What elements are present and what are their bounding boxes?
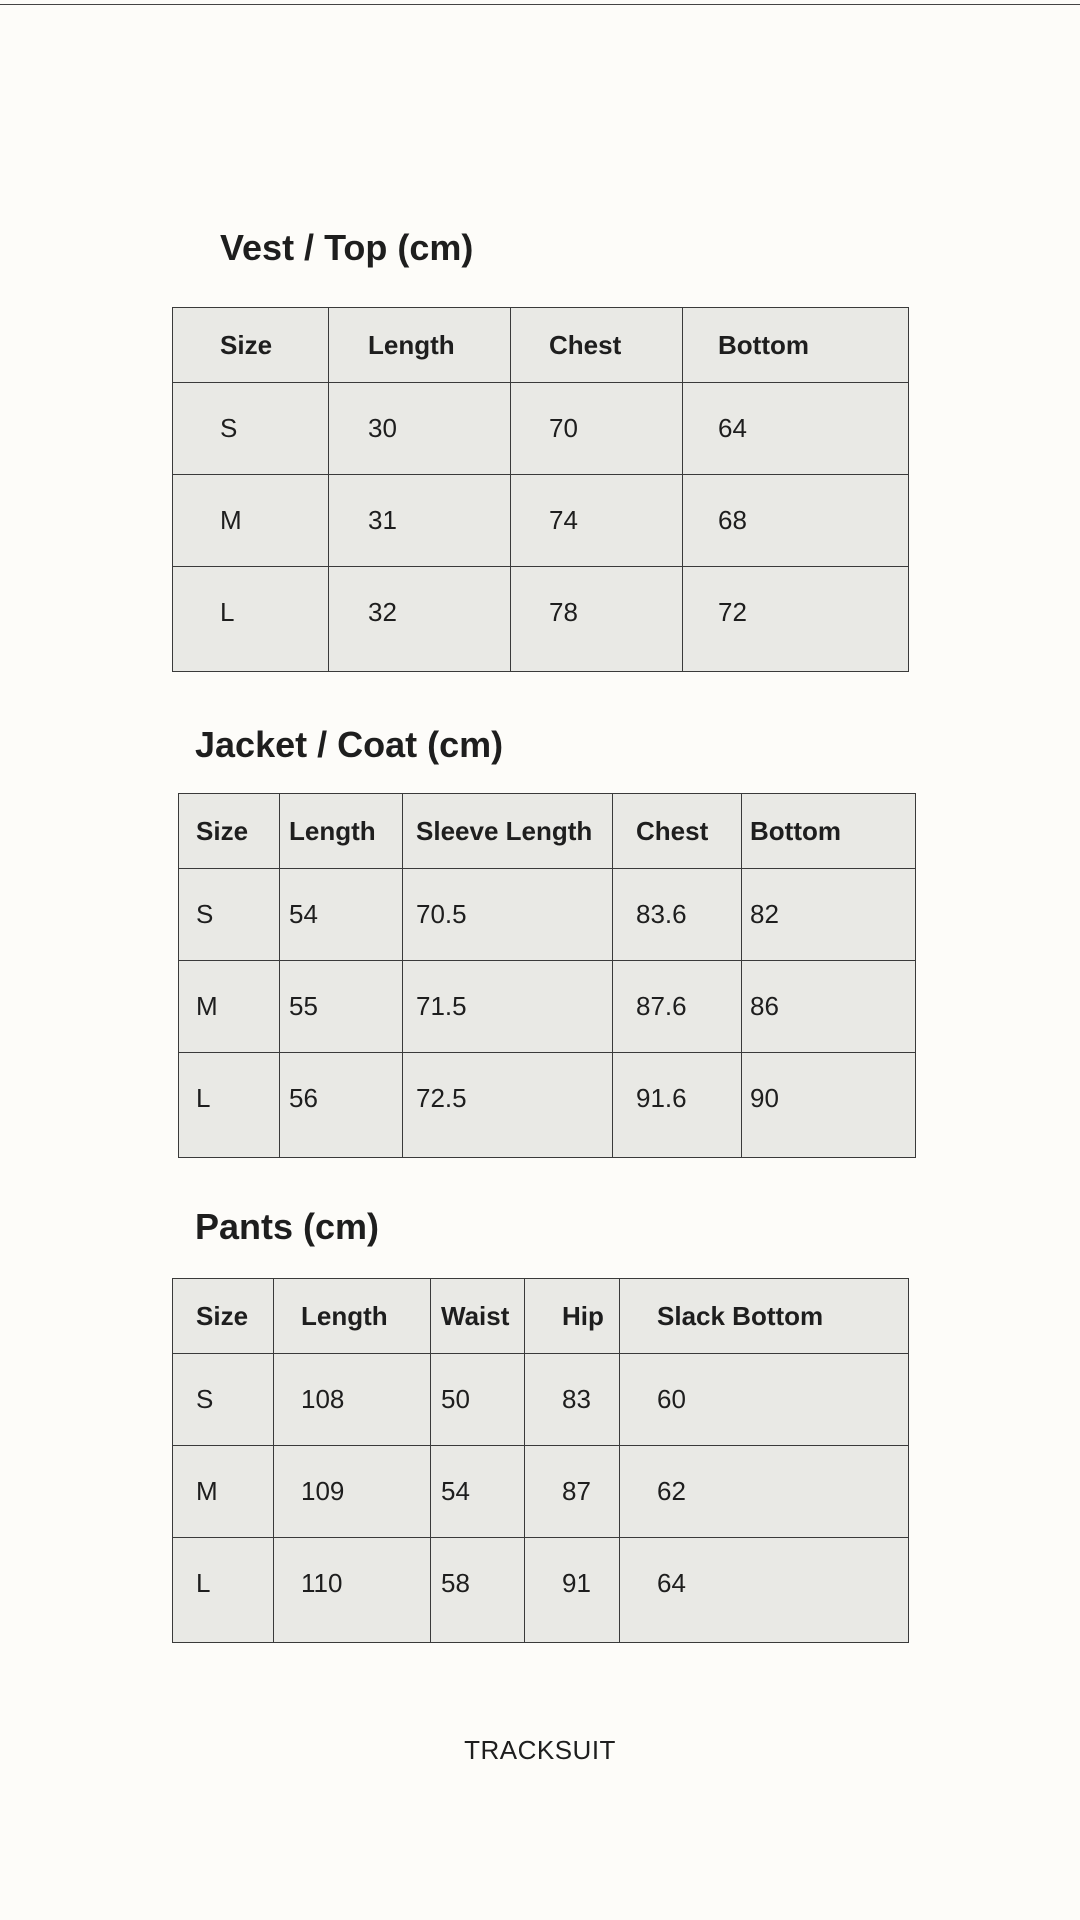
table-cell: 72.5 xyxy=(403,1053,613,1158)
table-cell: 54 xyxy=(431,1446,525,1538)
table-row xyxy=(173,1446,909,1538)
table-cell: L xyxy=(173,1538,274,1643)
table-row xyxy=(173,475,909,567)
vest-top-title: Vest / Top (cm) xyxy=(220,227,474,268)
header-cell: Sleeve Length xyxy=(403,794,613,869)
table-cell: 64 xyxy=(683,383,909,475)
header-cell: Bottom xyxy=(683,308,909,383)
table-cell: 64 xyxy=(620,1538,909,1643)
table-cell: 60 xyxy=(620,1354,909,1446)
table-header-row xyxy=(173,1279,909,1354)
table-cell: 54 xyxy=(280,869,403,961)
table-cell: 58 xyxy=(431,1538,525,1643)
table-cell: 56 xyxy=(280,1053,403,1158)
table-cell: S xyxy=(173,383,329,475)
table-cell: 87 xyxy=(525,1446,620,1538)
table-cell: 109 xyxy=(274,1446,431,1538)
table-row xyxy=(173,1538,909,1643)
table-cell: 71.5 xyxy=(403,961,613,1053)
jacket-coat-size-table xyxy=(178,793,916,1158)
table-row xyxy=(179,1053,916,1158)
table-row xyxy=(173,567,909,672)
header-cell: Length xyxy=(329,308,511,383)
pants-title: Pants (cm) xyxy=(195,1206,380,1247)
table-cell: 50 xyxy=(431,1354,525,1446)
header-cell: Bottom xyxy=(742,794,916,869)
table-cell: 78 xyxy=(511,567,683,672)
table-cell: 31 xyxy=(329,475,511,567)
table-cell: 70.5 xyxy=(403,869,613,961)
header-cell: Waist xyxy=(431,1279,525,1354)
footer-label: TRACKSUIT xyxy=(464,1735,616,1765)
table-cell: 62 xyxy=(620,1446,909,1538)
header-cell: Slack Bottom xyxy=(620,1279,909,1354)
table-cell: 55 xyxy=(280,961,403,1053)
table-cell: M xyxy=(173,1446,274,1538)
top-divider xyxy=(0,4,1080,5)
table-cell: M xyxy=(173,475,329,567)
header-cell: Hip xyxy=(525,1279,620,1354)
table-cell: 30 xyxy=(329,383,511,475)
table-row xyxy=(179,869,916,961)
table-cell: M xyxy=(179,961,280,1053)
header-cell: Size xyxy=(173,308,329,383)
table-header-row xyxy=(173,308,909,383)
table-cell: L xyxy=(173,567,329,672)
table-row xyxy=(173,383,909,475)
table-cell: 110 xyxy=(274,1538,431,1643)
table-cell: S xyxy=(173,1354,274,1446)
header-cell: Length xyxy=(274,1279,431,1354)
header-cell: Chest xyxy=(613,794,742,869)
pants-size-table xyxy=(172,1278,909,1643)
header-cell: Size xyxy=(173,1279,274,1354)
table-cell: 82 xyxy=(742,869,916,961)
table-cell: 74 xyxy=(511,475,683,567)
jacket-coat-title: Jacket / Coat (cm) xyxy=(195,724,504,765)
table-cell: 86 xyxy=(742,961,916,1053)
table-cell: 83.6 xyxy=(613,869,742,961)
table-cell: 70 xyxy=(511,383,683,475)
table-cell: 90 xyxy=(742,1053,916,1158)
header-cell: Length xyxy=(280,794,403,869)
vest-top-size-table xyxy=(172,307,909,672)
table-cell: 91 xyxy=(525,1538,620,1643)
header-cell: Chest xyxy=(511,308,683,383)
table-cell: 68 xyxy=(683,475,909,567)
table-cell: S xyxy=(179,869,280,961)
table-row xyxy=(179,961,916,1053)
table-cell: 87.6 xyxy=(613,961,742,1053)
table-cell: 83 xyxy=(525,1354,620,1446)
table-cell: 72 xyxy=(683,567,909,672)
table-cell: 91.6 xyxy=(613,1053,742,1158)
table-cell: 32 xyxy=(329,567,511,672)
table-row xyxy=(173,1354,909,1446)
header-cell: Size xyxy=(179,794,280,869)
table-cell: 108 xyxy=(274,1354,431,1446)
table-cell: L xyxy=(179,1053,280,1158)
table-header-row xyxy=(179,794,916,869)
